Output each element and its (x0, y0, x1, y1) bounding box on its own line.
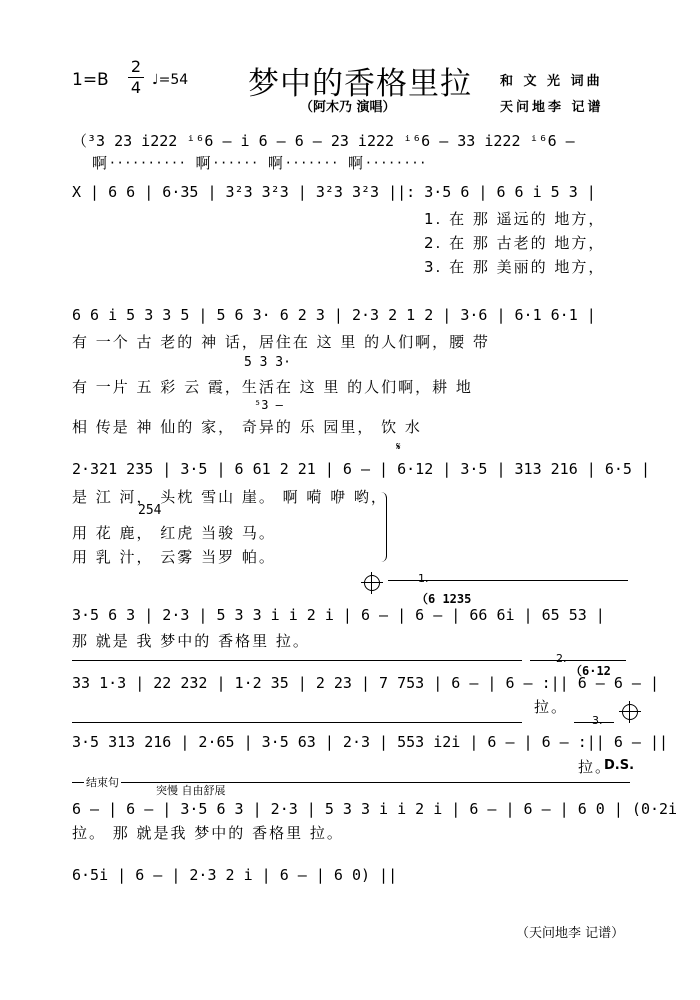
volta-1-label: 1. (418, 572, 429, 585)
row5-upper-notes: （6·12 (570, 664, 611, 678)
row3-lyric-verse1: 是 江 河， 头枕 雪山 崖。 啊 嗬 咿 哟， (72, 488, 388, 506)
volta-1-continuation (72, 660, 522, 661)
row5-lyric: 拉。 (534, 698, 569, 716)
row4-notes: 3·5 6 3 | 2·3 | 5 3 3 i i 2 i | 6 – | 6 – | 66 6i | 65 53 | (72, 606, 605, 624)
verse-2-intro: 2. 在 那 古老的 地方， (424, 234, 606, 252)
row2-lyric-verse1: 有 一个 古 老的 神 话，居住在 这 里 的人们啊，腰 带 (72, 333, 490, 351)
dal-segno-mark: D.S. (604, 758, 635, 773)
meter-top: 2 (130, 57, 142, 76)
row3-lyric-verse3: 用 乳 汁， 云雾 当罗 帕。 (72, 548, 276, 566)
composer-credit: 和 文 光 词曲 (500, 74, 603, 89)
row2-lyric-verse3: 相 传是 神 仙的 家， 奇异的 乐 园里， 饮 水 (72, 418, 422, 436)
ending-label: 结束句 (86, 776, 119, 789)
verse-brace (380, 492, 387, 562)
row3-lyric-verse2: 用 花 鹿， 红虎 当骏 马。 (72, 524, 276, 542)
row4-upper-notes: （6 1235 (416, 592, 472, 606)
row7-lyric: 拉。 那 就是我 梦中的 香格里 拉。 (72, 824, 344, 842)
coda-mark-end-icon (622, 704, 638, 720)
segno-mark: 𝄋 (396, 440, 401, 453)
volta-2-label: 2. (556, 652, 567, 665)
row4-lyric: 那 就是 我 梦中的 香格里 拉。 (72, 632, 310, 650)
intro-lyric: 啊·········· 啊······ 啊······· 啊········ (92, 154, 429, 172)
meter-bottom: 4 (130, 78, 142, 97)
intro-notes: （³3 23 i222 ⁱ⁶6 – i 6 – 6 – 23 i222 ⁱ⁶6 – 33 i222 ⁱ⁶6 – (72, 132, 575, 150)
transcriber-credit: 天问地李 记谱 (500, 100, 604, 115)
volta-3-label: 3. (592, 714, 603, 727)
row2-variant-notes-2: ⁵3 – (254, 398, 283, 412)
row8-notes: 6·5i | 6 – | 2·3 2 i | 6 – | 6 0) || (72, 866, 398, 884)
coda-mark-icon (364, 575, 380, 591)
row2-lyric-verse2: 有 一片 五 彩 云 霞，生活在 这 里 的人们啊，耕 地 (72, 378, 473, 396)
verse-1-intro: 1. 在 那 遥远的 地方， (424, 210, 606, 228)
volta-2-continuation (72, 722, 522, 723)
verse-3-intro: 3. 在 那 美丽的 地方， (424, 258, 606, 276)
row6-notes: 3·5 313 216 | 2·65 | 3·5 63 | 2·3 | 553 i2i | 6 – | 6 – :|| 6 – || (72, 733, 669, 751)
row1-notes: X | 6 6 | 6·35 | 3²3 3²3 | 3²3 3²3 ||: 3·5 6 | 6 6 i 5 3 | (72, 183, 596, 201)
row3-variant-notes: 254 (138, 503, 162, 518)
key-signature: 1=B (72, 70, 109, 90)
song-title: 梦中的香格里拉 (248, 66, 472, 102)
row2-notes: 6 6 i 5 3 3 5 | 5 6 3· 6 2 3 | 2·3 2 1 2 | 3·6 | 6·1 6·1 | (72, 306, 596, 324)
singer-credit: （阿木乃 演唱） (300, 100, 396, 115)
volta-2-bracket (530, 660, 626, 661)
row5-notes: 33 1·3 | 22 232 | 1·2 35 | 2 23 | 7 753 | 6 – | 6 – :|| 6 – 6 – | (72, 674, 659, 692)
row6-lyric: 拉。 (578, 758, 613, 776)
row7-notes: 6 – | 6 – | 3·5 6 3 | 2·3 | 5 3 3 i i 2 i | 6 – | 6 – | 6 0 | (0·2i (72, 800, 678, 818)
row3-notes: 2·321 235 | 3·5 | 6 61 2 21 | 6 – | 6·12 | 3·5 | 313 216 | 6·5 | (72, 460, 650, 478)
footer-credit: （天问地李 记谱） (516, 926, 625, 941)
time-signature (128, 58, 144, 97)
row2-variant-notes: 5 3 3· (244, 355, 291, 370)
tempo-marking: ♩=54 (152, 72, 189, 88)
ending-tempo-marking: 突慢 自由舒展 (156, 784, 226, 797)
